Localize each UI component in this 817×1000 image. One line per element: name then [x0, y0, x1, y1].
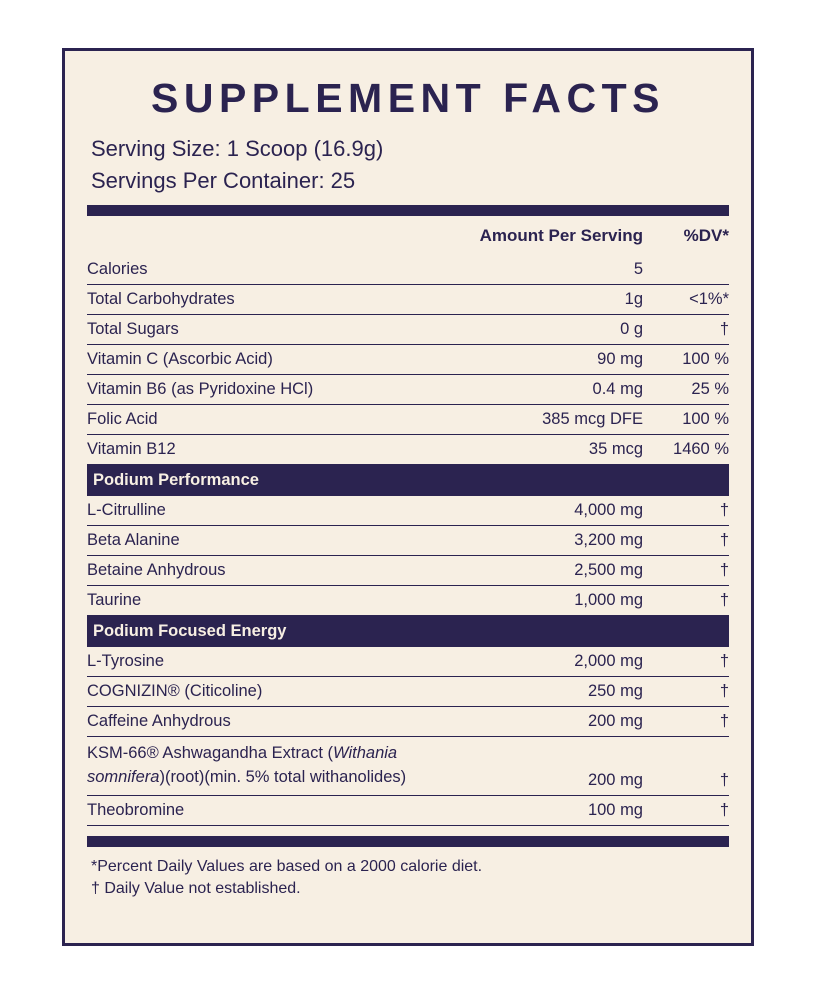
row-dv: 100 %	[643, 405, 729, 435]
table-row	[87, 526, 729, 556]
row-dv: †	[643, 556, 729, 586]
ashwagandha-line2-post: )(root)(min. 5% total withanolides)	[159, 768, 407, 787]
section-focused-energy-label: Podium Focused Energy	[87, 616, 729, 647]
row-dv: †	[643, 496, 729, 526]
footnote-dagger: † Daily Value not established.	[91, 879, 301, 897]
row-dv: 100 %	[643, 345, 729, 375]
table-header-row	[87, 216, 729, 255]
row-label: L-Tyrosine	[87, 647, 463, 677]
table-row	[87, 345, 729, 375]
divider-thick-top	[87, 205, 729, 216]
row-label: L-Citrulline	[87, 496, 463, 526]
section-focused-energy-band	[87, 616, 729, 647]
row-amount: 0 g	[463, 315, 643, 345]
row-label: Beta Alanine	[87, 526, 463, 556]
row-label: Folic Acid	[87, 405, 463, 435]
row-label: Betaine Anhydrous	[87, 556, 463, 586]
table-row	[87, 285, 729, 315]
footnotes	[87, 847, 729, 899]
row-dv	[643, 255, 729, 285]
row-amount: 1,000 mg	[463, 586, 643, 616]
section-performance-label: Podium Performance	[87, 465, 729, 496]
row-amount: 200 mg	[463, 707, 643, 737]
nutrition-table	[87, 216, 729, 465]
column-header-amount: Amount Per Serving	[479, 226, 643, 246]
serving-size-text: Serving Size: 1 Scoop (16.9g)	[91, 136, 384, 162]
row-label: Total Sugars	[87, 315, 463, 345]
page-title: SUPPLEMENT FACTS	[151, 75, 665, 121]
table-row	[87, 315, 729, 345]
column-header-name	[87, 216, 463, 255]
ashwagandha-line1-pre: KSM-66® Ashwagandha Extract (	[87, 744, 334, 763]
table-row	[87, 586, 729, 616]
row-amount: 250 mg	[463, 677, 643, 707]
ashwagandha-line2-italic: somnifera	[87, 768, 160, 787]
focused-energy-table	[87, 647, 729, 826]
row-amount: 2,000 mg	[463, 647, 643, 677]
row-dv: †	[643, 677, 729, 707]
row-dv: †	[643, 526, 729, 556]
row-dv: 25 %	[643, 375, 729, 405]
row-label: COGNIZIN® (Citicoline)	[87, 677, 463, 707]
table-row	[87, 375, 729, 405]
supplement-facts-panel	[62, 48, 754, 946]
row-amount: 200 mg	[463, 737, 643, 796]
row-label: Vitamin B6 (as Pyridoxine HCl)	[87, 375, 463, 405]
footnote-daily-values: *Percent Daily Values are based on a 2000 calorie diet.	[91, 858, 483, 876]
ashwagandha-line1-italic: Withania	[333, 744, 398, 763]
table-row	[87, 796, 729, 826]
table-row	[87, 435, 729, 465]
row-dv: †	[643, 586, 729, 616]
row-amount: 100 mg	[463, 796, 643, 826]
section-performance-band	[87, 465, 729, 496]
row-dv: †	[643, 647, 729, 677]
row-label: Caffeine Anhydrous	[87, 707, 463, 737]
servings-per-container-text: Servings Per Container: 25	[91, 167, 356, 193]
row-amount: 35 mcg	[463, 435, 643, 465]
row-label: Calories	[87, 255, 463, 285]
table-row	[87, 255, 729, 285]
row-label: Theobromine	[87, 796, 463, 826]
divider-thick-bottom	[87, 836, 729, 847]
row-amount: 385 mcg DFE	[463, 405, 643, 435]
row-dv: †	[643, 315, 729, 345]
performance-table	[87, 496, 729, 616]
row-amount: 90 mg	[463, 345, 643, 375]
row-amount: 1g	[463, 285, 643, 315]
row-label: Total Carbohydrates	[87, 285, 463, 315]
row-label: Taurine	[87, 586, 463, 616]
row-dv: †	[643, 737, 729, 796]
row-amount: 0.4 mg	[463, 375, 643, 405]
row-amount: 3,200 mg	[463, 526, 643, 556]
table-row	[87, 405, 729, 435]
table-row	[87, 707, 729, 737]
table-row	[87, 647, 729, 677]
column-header-dv: %DV*	[683, 226, 729, 246]
table-row	[87, 556, 729, 586]
row-label	[87, 737, 463, 796]
table-row-ashwagandha	[87, 737, 729, 796]
row-label: Vitamin C (Ascorbic Acid)	[87, 345, 463, 375]
row-amount: 5	[463, 255, 643, 285]
row-dv: <1%*	[643, 285, 729, 315]
row-label: Vitamin B12	[87, 435, 463, 465]
row-amount: 4,000 mg	[463, 496, 643, 526]
table-row	[87, 677, 729, 707]
row-dv: †	[643, 796, 729, 826]
row-dv: †	[643, 707, 729, 737]
table-row	[87, 496, 729, 526]
row-amount: 2,500 mg	[463, 556, 643, 586]
row-dv: 1460 %	[643, 435, 729, 465]
